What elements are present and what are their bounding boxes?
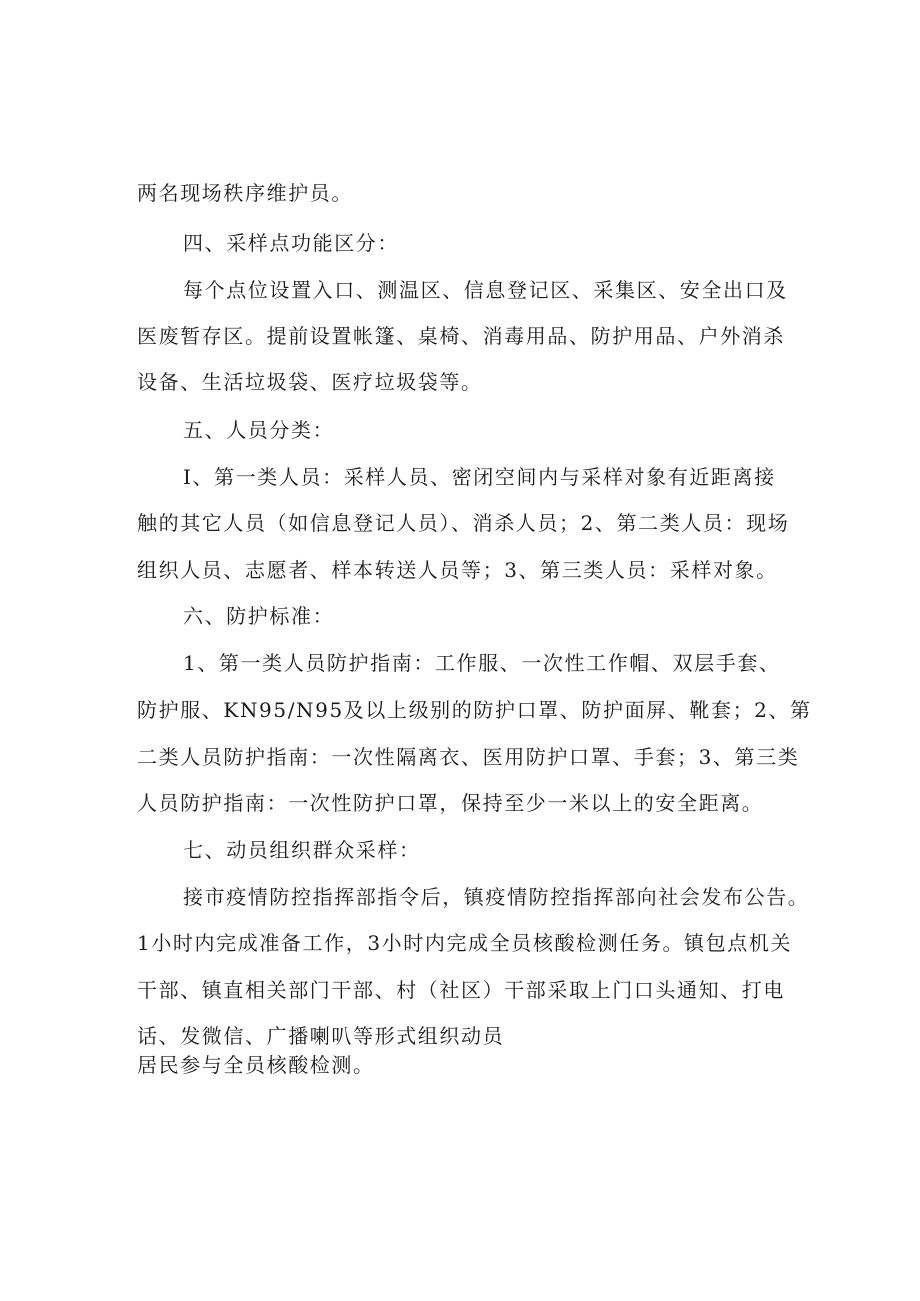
text-line: I、第一类人员：采样人员、密闭空间内与采样对象有近距离接 [183,465,776,489]
text-line: 1、第一类人员防护指南：工作服、一次性工作帽、双层手套、 [183,651,781,675]
text-line: 两名现场秩序维护员。 [137,181,353,205]
text-line: 接市疫情防控指挥部指令后，镇疫情防控指挥部向社会发布公告。 [183,885,810,909]
text-line: 触的其它人员（如信息登记人员）、消杀人员；2、第二类人员：现场 [137,511,790,535]
text-line: 医废暂存区。提前设置帐篷、桌椅、消毒用品、防护用品、户外消杀 [137,324,785,348]
text-line: 干部、镇直相关部门干部、村（社区）干部采取上门口头通知、打电 [137,978,785,1002]
text-line: 话、发微信、广播喇叭等形式组织动员 [137,1024,505,1048]
text-line: 设备、生活垃圾袋、医疗垃圾袋等。 [137,370,483,394]
section-heading-6: 六、防护标准： [183,604,335,628]
text-line: 居民参与全员核酸检测。 [137,1053,375,1077]
section-heading-4: 四、采样点功能区分： [183,231,399,255]
text-line: 每个点位设置入口、测温区、信息登记区、采集区、安全出口及 [183,278,788,302]
text-line: 二类人员防护指南：一次性隔离衣、医用防护口罩、手套；3、第三类 [137,745,800,769]
text-line: 人员防护指南：一次性防护口罩，保持至少一米以上的安全距离。 [137,791,764,815]
section-heading-7: 七、动员组织群众采样： [183,838,421,862]
text-line: 1小时内完成准备工作，3小时内完成全员核酸检测任务。镇包点机关 [137,931,793,955]
section-heading-5: 五、人员分类： [183,418,335,442]
text-line: 防护服、KN95/N95及以上级别的防护口罩、防护面屏、靴套；2、第 [137,698,812,722]
text-line: 组织人员、志愿者、样本转送人员等；3、第三类人员：采样对象。 [137,558,778,582]
